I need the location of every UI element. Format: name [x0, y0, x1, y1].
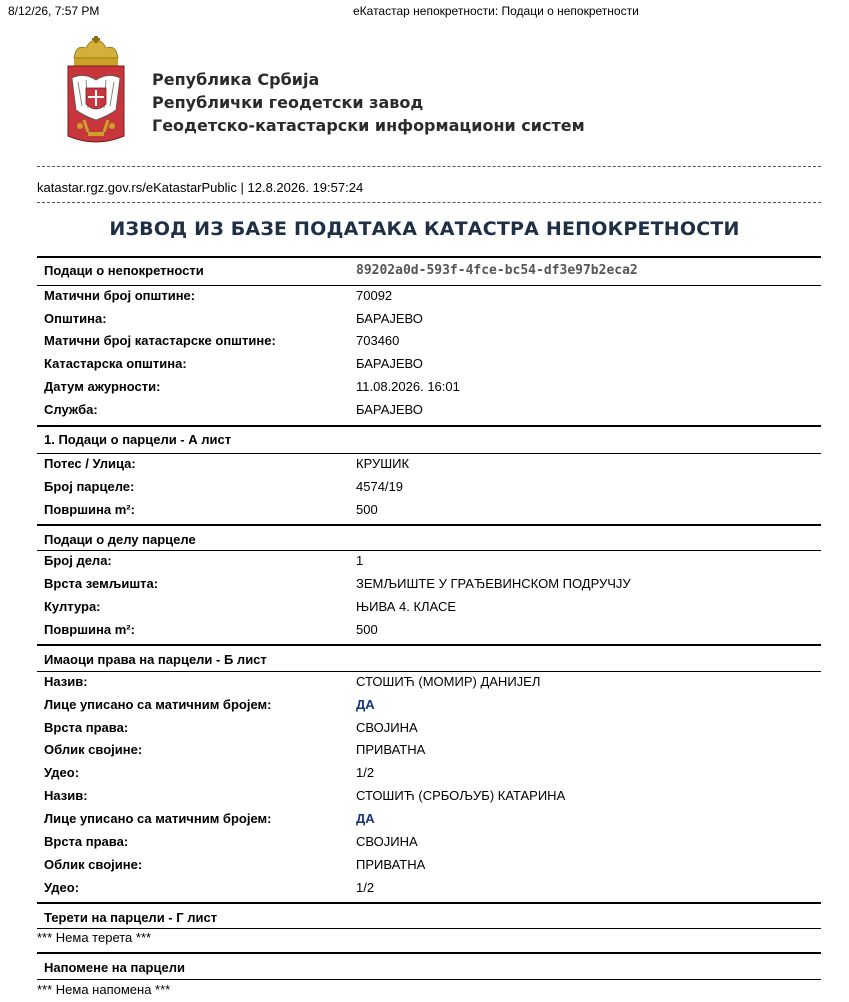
- field-value: ЗЕМЉИШТЕ У ГРАЂЕВИНСКОМ ПОДРУЧЈУ: [356, 576, 631, 591]
- field-value: СТОШИЋ (СРБОЉУБ) КАТАРИНА: [356, 788, 566, 803]
- property-section-heading: [44, 263, 820, 283]
- organization-block: [152, 68, 585, 137]
- field-label: Назив:: [44, 788, 88, 803]
- field-label: Матични број општине:: [44, 288, 196, 303]
- field-label: Број парцеле:: [44, 479, 135, 494]
- remarks-note: *** Нема напомена ***: [37, 982, 171, 997]
- field-value: СТОШИЋ (МОМИР) ДАНИЈЕЛ: [356, 674, 541, 689]
- owner-row: [44, 811, 820, 831]
- field-label: Лице уписано са матичним бројем:: [44, 697, 272, 712]
- field-value: ЊИВА 4. КЛАСЕ: [356, 599, 457, 614]
- print-datetime: 8/12/26, 7:57 PM: [8, 4, 100, 18]
- parcel-part-row: [44, 599, 820, 619]
- parcel-row: [44, 502, 820, 522]
- remarks-section-heading: Напомене на парцели: [44, 960, 185, 975]
- parcel-part-row: [44, 576, 820, 596]
- field-label: Матични број катастарске општине:: [44, 333, 276, 348]
- field-label: Облик својине:: [44, 742, 143, 757]
- property-row: [44, 311, 820, 331]
- org-country: Република Србија: [152, 70, 320, 89]
- property-row: [44, 356, 820, 376]
- section-rule: [37, 644, 821, 646]
- org-institute: Републички геодетски завод: [152, 93, 424, 112]
- field-label: Општина:: [44, 311, 107, 326]
- parcel-part-row: [44, 553, 820, 573]
- field-value: ПРИВАТНА: [356, 857, 426, 872]
- property-row: [44, 379, 820, 399]
- field-label: Удео:: [44, 765, 80, 780]
- field-value: ДА: [356, 697, 375, 712]
- owner-row: [44, 697, 820, 717]
- section-rule: [37, 952, 821, 954]
- section-rule: [37, 256, 821, 258]
- field-label: Служба:: [44, 402, 98, 417]
- field-label: Облик својине:: [44, 857, 143, 872]
- field-value: ПРИВАТНА: [356, 742, 426, 757]
- field-value: 703460: [356, 333, 400, 348]
- owner-row: [44, 765, 820, 785]
- property-row: [44, 333, 820, 353]
- field-value: БАРАЈЕВО: [356, 356, 423, 371]
- parcel-row: [44, 456, 820, 476]
- owner-row: [44, 857, 820, 877]
- section-rule: [37, 550, 821, 551]
- field-value: ДА: [356, 811, 375, 826]
- field-label: Датум ажурности:: [44, 379, 161, 394]
- burdens-note: *** Нема терета ***: [37, 930, 152, 945]
- field-label: Назив:: [44, 674, 88, 689]
- owner-row: [44, 720, 820, 740]
- field-label: Лице уписано са матичним бројем:: [44, 811, 272, 826]
- field-label: Култура:: [44, 599, 101, 614]
- owners-section-heading: Имаоци права на парцели - Б лист: [44, 652, 267, 667]
- field-value: БАРАЈЕВО: [356, 402, 423, 417]
- owner-row: [44, 788, 820, 808]
- document-title: ИЗВОД ИЗ БАЗЕ ПОДАТАКА КАТАСТРА НЕПОКРЕТНОСТИ: [109, 218, 740, 240]
- header-divider: [37, 166, 821, 167]
- section-rule: [37, 671, 821, 672]
- field-label: Врста земљишта:: [44, 576, 159, 591]
- field-label: Врста права:: [44, 834, 129, 849]
- section-rule: [37, 425, 821, 427]
- field-value: 1/2: [356, 880, 375, 895]
- parcel-part-section-heading: Подаци о делу парцеле: [44, 532, 196, 547]
- section-rule: [37, 524, 821, 526]
- source-line: katastar.rgz.gov.rs/eKatastarPublic | 12.8.2026. 19:57:24: [37, 180, 364, 195]
- owner-row: [44, 834, 820, 854]
- parcel-section-heading: 1. Подаци о парцели - А лист: [44, 432, 232, 447]
- field-value: СВОЈИНА: [356, 720, 418, 735]
- source-divider: [37, 202, 821, 203]
- section-rule: [37, 979, 821, 980]
- print-header: [0, 3, 849, 19]
- field-value: 70092: [356, 288, 393, 303]
- field-label: Удео:: [44, 880, 80, 895]
- property-row: [44, 402, 820, 422]
- field-value: 1: [356, 553, 364, 568]
- org-system: Геодетско-катастарски информациони систем: [152, 116, 585, 135]
- field-value: 4574/19: [356, 479, 403, 494]
- field-label: Врста права:: [44, 720, 129, 735]
- field-value: СВОЈИНА: [356, 834, 418, 849]
- field-value: 500: [356, 622, 378, 637]
- print-page-title: еКатастар непокретности: Подаци о непокретности: [353, 4, 639, 18]
- owner-row: [44, 880, 820, 900]
- property-row: [44, 288, 820, 308]
- parcel-row: [44, 479, 820, 499]
- field-label: Број дела:: [44, 553, 112, 568]
- serbia-coat-of-arms-logo: [64, 36, 128, 150]
- field-value: КРУШИК: [356, 456, 410, 471]
- section-rule: [37, 453, 821, 454]
- property-heading-label: Подаци о непокретности: [44, 263, 204, 278]
- field-label: Површина m²:: [44, 502, 135, 517]
- field-label: Потес / Улица:: [44, 456, 136, 471]
- field-label: Површина m²:: [44, 622, 135, 637]
- property-id: 89202a0d-593f-4fce-bc54-df3e97b2eca2: [356, 263, 638, 278]
- owner-row: [44, 742, 820, 762]
- section-rule: [37, 902, 821, 904]
- parcel-part-row: [44, 622, 820, 642]
- burdens-section-heading: Терети на парцели - Г лист: [44, 910, 218, 925]
- section-rule: [37, 928, 821, 929]
- owner-row: [44, 674, 820, 694]
- field-value: БАРАЈЕВО: [356, 311, 423, 326]
- field-value: 1/2: [356, 765, 375, 780]
- field-label: Катастарска општина:: [44, 356, 187, 371]
- field-value: 500: [356, 502, 378, 517]
- field-value: 11.08.2026. 16:01: [356, 379, 460, 394]
- section-rule: [37, 285, 821, 286]
